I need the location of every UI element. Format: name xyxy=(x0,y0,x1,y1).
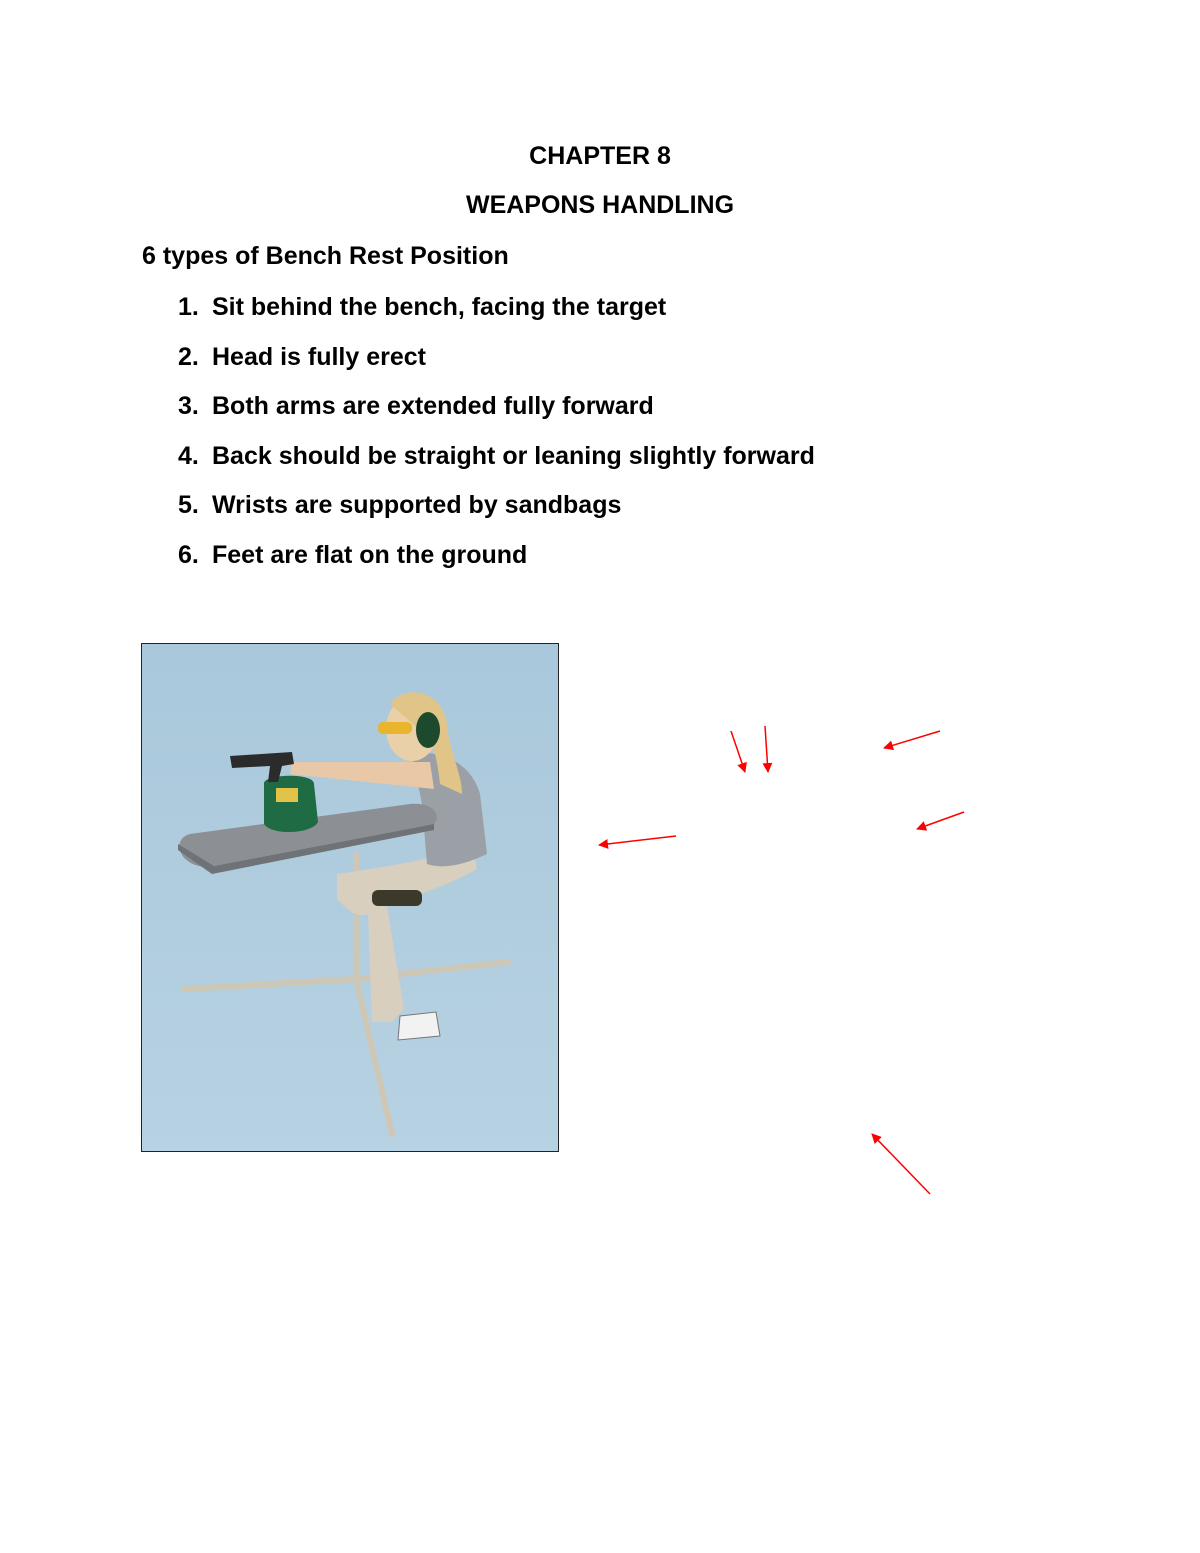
intro-text: 6 types of Bench Rest Position xyxy=(142,242,509,270)
step-number: 4. xyxy=(178,441,199,470)
step-text: Wrists are supported by sandbags xyxy=(212,491,622,520)
step-text: Head is fully erect xyxy=(212,342,426,371)
page-title: WEAPONS HANDLING xyxy=(465,191,735,219)
step-number: 1. xyxy=(178,293,199,321)
chapter-heading: CHAPTER 8 xyxy=(529,142,671,170)
step-text: Both arms are extended fully forward xyxy=(212,392,654,421)
arrow-head-erect xyxy=(731,731,745,772)
arrow-feet xyxy=(872,1134,930,1194)
arrow-head-erect-2 xyxy=(765,726,768,772)
step-text: Back should be straight or leaning slightly forward xyxy=(212,441,815,470)
arrow-sit xyxy=(599,836,676,845)
step-text: Feet are flat on the ground xyxy=(212,540,528,569)
step-text: Sit behind the bench, facing the target xyxy=(212,293,667,321)
arrow-arms xyxy=(884,731,940,748)
step-number: 3. xyxy=(178,392,199,421)
step-number: 2. xyxy=(178,342,199,371)
step-number: 6. xyxy=(178,540,199,569)
arrow-back xyxy=(917,812,964,829)
step-number: 5. xyxy=(178,491,199,520)
